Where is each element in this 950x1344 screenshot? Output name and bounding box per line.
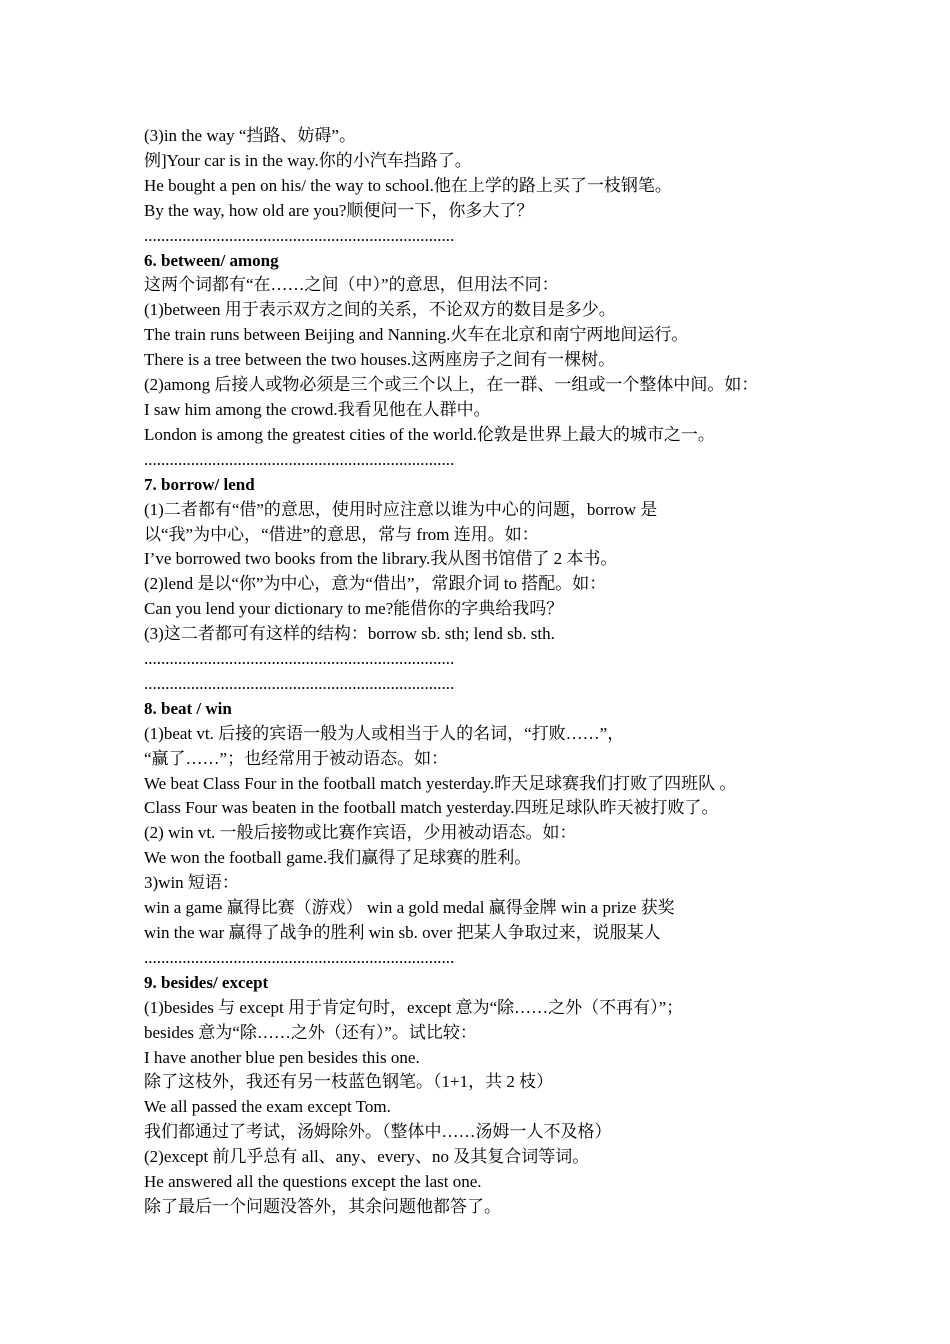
text-line: win the war 赢得了战争的胜利 win sb. over 把某人争取过来，说服某人 [144, 923, 661, 942]
section-heading: 6. between/ among [144, 250, 279, 270]
text-line: win a game 赢得比赛（游戏） win a gold medal 赢得金牌 win a prize 获奖 [144, 898, 675, 918]
text-line: He bought a pen on his/ the way to school.他在上学的路上买了一枝钢笔。 [144, 175, 672, 195]
text-line: Can you lend your dictionary to me?能借你的字典给我吗？ [144, 599, 564, 619]
text-line: (3)in the way “挡路、妨碍”。 [144, 126, 356, 145]
dotted-separator: ......................................................................... [144, 449, 455, 469]
text-line: 我们都通过了考试，汤姆除外。（整体中……汤姆一人不及格） [144, 1122, 612, 1142]
text-line: There is a tree between the two houses.这两座房子之间有一棵树。 [144, 350, 616, 370]
text-line: 以“我”为中心，“借进”的意思，常与 from 连用。如： [144, 524, 539, 544]
text-line: He answered all the questions except the last one. [144, 1172, 482, 1192]
dotted-separator: ......................................................................... [144, 225, 455, 245]
text-line: By the way, how old are you?顺便问一下，你多大了？ [144, 200, 534, 220]
dotted-separator: ......................................................................... [144, 649, 455, 669]
text-line: (1)二者都有“借”的意思，使用时应注意以谁为中心的问题，borrow 是 [144, 499, 658, 519]
section-heading: 7. borrow/ lend [144, 474, 255, 494]
text-line: (1)besides 与 except 用于肯定句时，except 意为“除……之外（不再有）”； [144, 997, 684, 1017]
text-line: We all passed the exam except Tom. [144, 1097, 391, 1117]
text-line: (2)except 前几乎总有 all、any、every、no 及其复合词等词。 [144, 1147, 590, 1167]
text-line: 这两个词都有“在……之间（中）”的意思，但用法不同： [144, 275, 559, 295]
text-line: (1)beat vt. 后接的宾语一般为人或相当于人的名词，“打败……”， [144, 723, 625, 743]
text-line: 例]Your car is in the way.你的小汽车挡路了。 [144, 150, 472, 170]
text-line: I’ve borrowed two books from the library.我从图书馆借了 2 本书。 [144, 549, 618, 569]
text-line: besides 意为“除……之外（还有）”。试比较： [144, 1022, 477, 1042]
text-line: 除了最后一个问题没答外，其余问题他都答了。 [144, 1196, 501, 1216]
dotted-separator: ......................................................................... [144, 947, 455, 967]
text-line: We beat Class Four in the football match yesterday.昨天足球赛我们打败了四班队 。 [144, 773, 737, 793]
text-line: 除了这枝外，我还有另一枝蓝色钢笔。（1+1，共 2 枝） [144, 1072, 554, 1092]
text-line: Class Four was beaten in the football match yesterday.四班足球队昨天被打败了。 [144, 798, 719, 818]
text-line: (2) win vt. 一般后接物或比赛作宾语，少用被动语态。如： [144, 823, 577, 843]
text-line: 3)win 短语： [144, 873, 239, 893]
text-line: I have another blue pen besides this one. [144, 1047, 420, 1067]
text-line: (2)lend 是以“你”为中心，意为“借出”，常跟介词 to 搭配。如： [144, 574, 607, 594]
text-line: London is among the greatest cities of the world.伦敦是世界上最大的城市之一。 [144, 424, 715, 444]
text-line: “赢了……”；也经常用于被动语态。如： [144, 748, 449, 768]
document-page [144, 124, 844, 1220]
section-heading: 8. beat / win [144, 698, 232, 718]
text-line: (1)between 用于表示双方之间的关系，不论双方的数目是多少。 [144, 300, 616, 320]
text-line: The train runs between Beijing and Nanning.火车在北京和南宁两地间运行。 [144, 325, 689, 345]
text-line: (2)among 后接人或物必须是三个或三个以上，在一群、一组或一个整体中间。如： [144, 375, 759, 395]
dotted-separator: ......................................................................... [144, 673, 455, 693]
text-line: We won the football game.我们赢得了足球赛的胜利。 [144, 848, 532, 868]
text-line: (3)这二者都可有这样的结构：borrow sb. sth; lend sb. sth. [144, 624, 555, 644]
text-line: I saw him among the crowd.我看见他在人群中。 [144, 399, 491, 419]
section-heading: 9. besides/ except [144, 972, 269, 992]
